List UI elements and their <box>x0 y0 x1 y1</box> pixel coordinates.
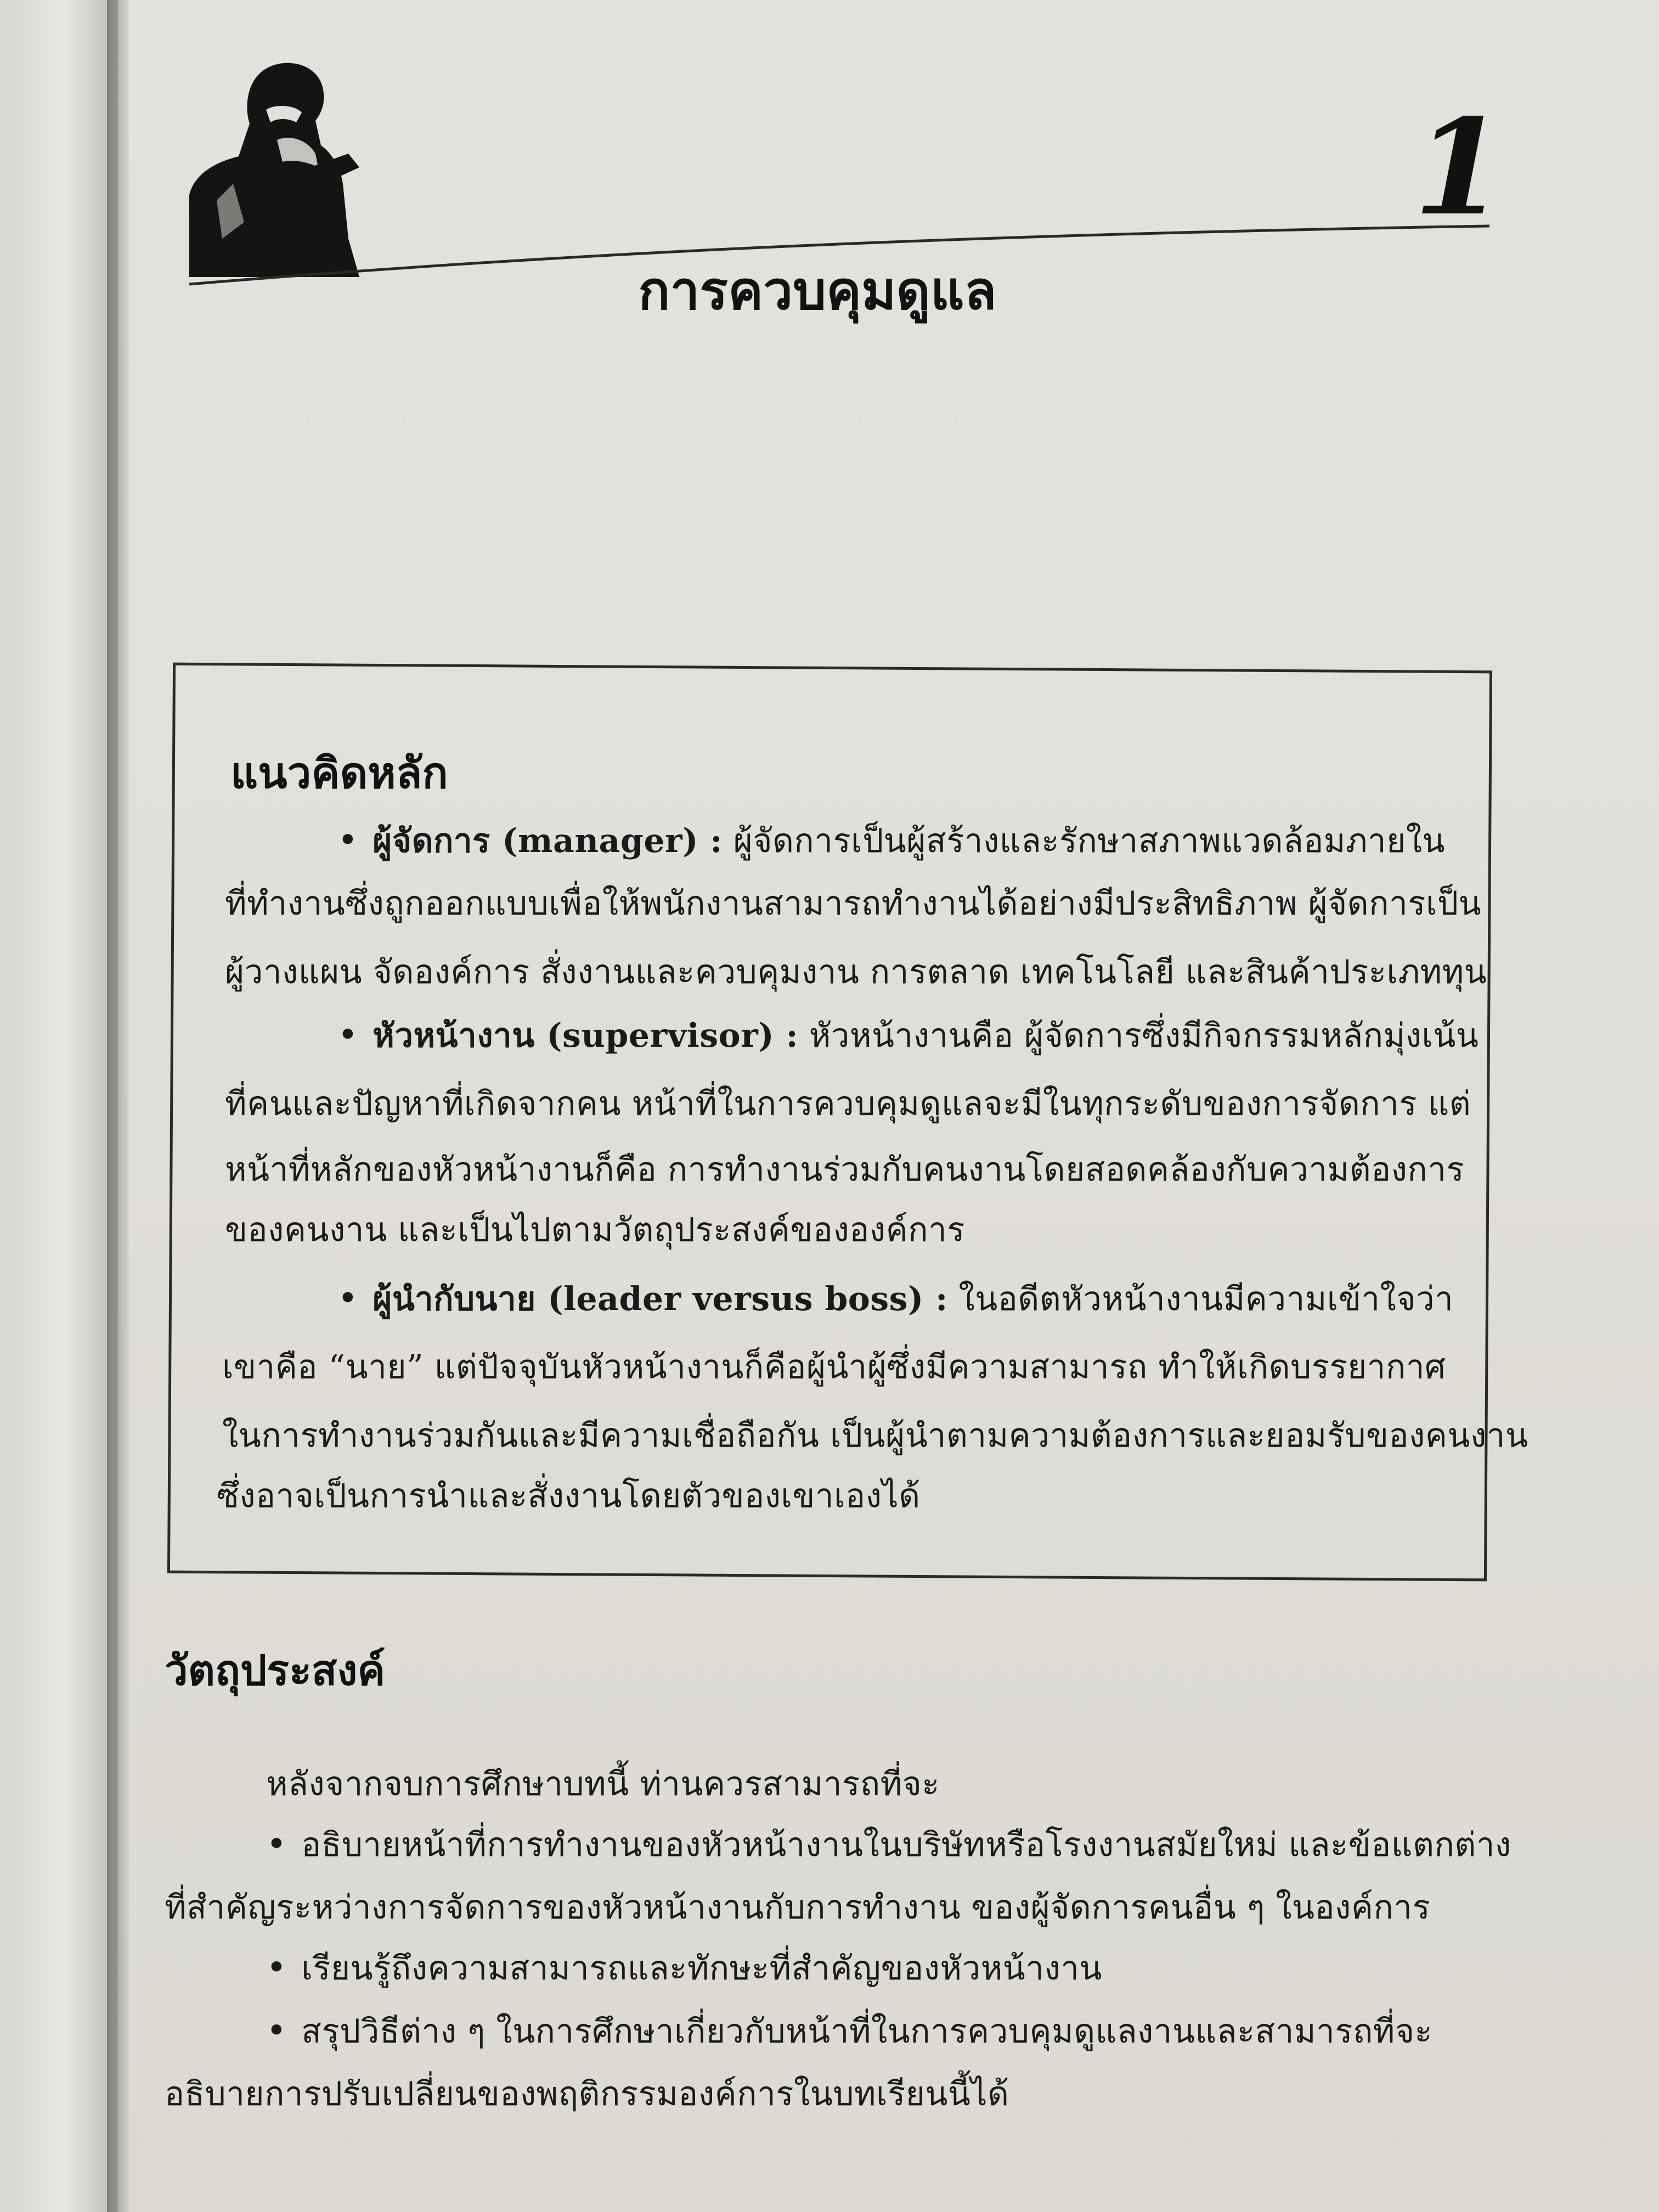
objectives-intro: หลังจากจบการศึกษาบทนี้ ท่านควรสามารถที่จะ <box>266 1765 940 1803</box>
concept-term: ผู้นำกับนาย (leader versus boss) : <box>373 1280 948 1318</box>
chapter-number: 1 <box>1413 90 1505 245</box>
objectives-heading: วัตถุประสงค์ <box>165 1646 386 1695</box>
left-page-edge <box>0 0 118 2212</box>
concept-line: เขาคือ “นาย” แต่ปัจจุบันหัวหน้างานก็คือผู้นำผู้ซึ่งมีความสามารถ ทำให้เกิดบรรยากาศ <box>222 1348 1446 1386</box>
book-gutter <box>107 0 129 2212</box>
concept-line: ของคนงาน และเป็นไปตามวัตถุประสงค์ขององค์การ <box>225 1211 965 1249</box>
concept-item-leader-line-1: • ผู้นำกับนาย (leader versus boss) : ในอดีตหัวหน้างานมีความเข้าใจว่า <box>337 1278 1454 1319</box>
concept-line: ในการทำงานร่วมกันและมีความเชื่อถือกัน เป็นผู้นำตามความต้องการและยอมรับของคนงาน <box>222 1417 1528 1455</box>
concept-line: ที่คนและปัญหาที่เกิดจากคน หน้าที่ในการควบคุมดูแลจะมีในทุกระดับของการจัดการ แต่ <box>225 1085 1471 1123</box>
bullet-icon: • <box>266 1948 287 1988</box>
objective-item-1-line-1: • อธิบายหน้าที่การทำงานของหัวหน้างานในบริษัทหรือโรงงานสมัยใหม่ และข้อแตกต่าง <box>266 1824 1511 1865</box>
bullet-icon: • <box>337 1015 359 1056</box>
concept-item-supervisor-line-1: • หัวหน้างาน (supervisor) : หัวหน้างานคือ ผู้จัดการซึ่งมีกิจกรรมหลักมุ่งเน้น <box>337 1015 1479 1056</box>
objective-item-2-line-1: • เรียนรู้ถึงความสามารถและทักษะที่สำคัญของหัวหน้างาน <box>266 1948 1102 1988</box>
key-concepts-heading: แนวคิดหลัก <box>230 749 448 798</box>
concept-line: ผู้วางแผน จัดองค์การ สั่งงานและควบคุมงาน การตลาด เทคโนโลยี และสินค้าประเภททุน <box>225 953 1487 991</box>
bullet-icon: • <box>337 1278 359 1319</box>
concept-line: ซึ่งอาจเป็นการนำและสั่งงานโดยตัวของเขาเองได้ <box>217 1477 921 1515</box>
concept-line: ที่ทำงานซึ่งถูกออกแบบเพื่อให้พนักงานสามารถทำงานได้อย่างมีประสิทธิภาพ ผู้จัดการเป็น <box>225 884 1482 923</box>
objective-line: อธิบายการปรับเปลี่ยนของพฤติกรรมองค์การในบทเรียนนี้ได้ <box>165 2075 1009 2113</box>
concept-term: หัวหน้างาน (supervisor) : <box>373 1017 799 1055</box>
concept-term: ผู้จัดการ (manager) : <box>373 822 723 860</box>
objective-line: ที่สำคัญระหว่างการจัดการของหัวหน้างานกับการทำงาน ของผู้จัดการคนอื่น ๆ ในองค์การ <box>165 1888 1431 1927</box>
bullet-icon: • <box>266 1824 287 1865</box>
chapter-title: การควบคุมดูแล <box>638 260 997 321</box>
objective-item-3-line-1: • สรุปวิธีต่าง ๆ ในการศึกษาเกี่ยวกับหน้าที่ในการควบคุมดูแลงานและสามารถที่จะ <box>266 2011 1433 2051</box>
bullet-icon: • <box>337 820 359 861</box>
concept-item-manager-line-1: • ผู้จัดการ (manager) : ผู้จัดการเป็นผู้สร้างและรักษาสภาพแวดล้อมภายใน <box>337 820 1446 861</box>
concept-line: หน้าที่หลักของหัวหน้างานก็คือ การทำงานร่วมกับคนงานโดยสอดคล้องกับความต้องการ <box>225 1150 1465 1189</box>
bullet-icon: • <box>266 2011 287 2051</box>
